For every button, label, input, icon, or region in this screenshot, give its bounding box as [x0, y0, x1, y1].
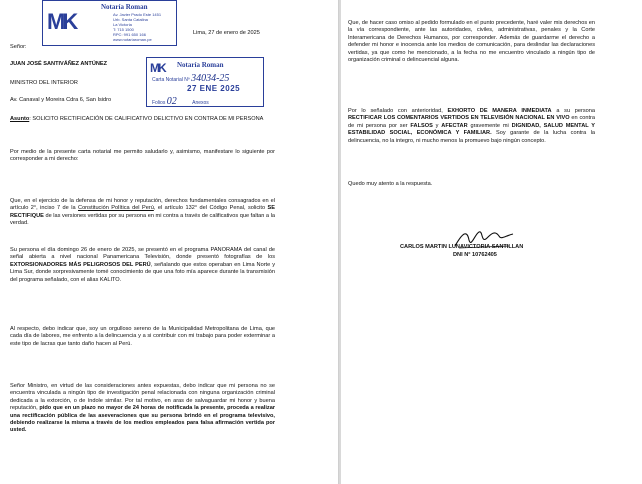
- paragraph-occupation: Al respecto, debo indicar que, soy un orgulloso sereno de la Municipalidad Metropolitana de Lima, que cada día de labores, me enfrento a la delincuencia y a si contribuir con mi trabajo para poder exterminar a este tipo de lacras que tanto daño hacen al Perú.: [10, 326, 275, 347]
- receipt-date: 27 ENE 2025: [187, 84, 241, 93]
- paragraph-rights: Que, en el ejercicio de la defensa de mi honor y reputación, derechos fundamentales consagrados en el artículo 2°, inciso 7 de la Constitución Política del Perú, el artículo 132° del Código Penal, solicito SE RECTIFIQUE de las versiones vertidas por su persona en mi contra a través de calificativos que faltan a la verdad.: [10, 198, 276, 227]
- receipt-stamp: [146, 57, 264, 107]
- letter-date: Lima, 27 de enero de 2025: [193, 30, 260, 36]
- addressee-name: JUAN JOSÉ SANTIVÁÑEZ ANTÚNEZ: [10, 61, 108, 67]
- subject-text: : SOLICITO RECTIFICACIÓN DE CALIFICATIVO DELICTIVO EN CONTRA DE MI PERSONA: [29, 116, 264, 122]
- notary-address-line: Urb. Santa Catalina: [113, 17, 148, 22]
- paragraph-request: Señor Ministro, en virtud de las consideraciones antes expuestas, debo indicar que mi persona no se encuentra vinculada a ningún tipo de investigación penal relacionada con ninguna organización criminal dedicada a la extorción, o de índole similar. Por tal motivo, en aras de salvaguardar mi honor y buena reputación, pido que en un plazo no mayor de 24 horas de notificada la presente, proceda a realizar una rectificación pública de las aseveraciones que su persona brindó en el programa televisivo, debiendo realizarse la misma a través de los medios empleados para falsa afirmación vertida por usted.: [10, 383, 275, 434]
- notary-name: Notaría Roman: [101, 3, 148, 11]
- notary-website: www.notariaroman.pe: [113, 37, 152, 42]
- salutation: Señor:: [10, 44, 27, 50]
- notary-logo: MK: [150, 61, 165, 75]
- notary-logo: MK: [47, 9, 76, 34]
- notary-address-line: Av. Javier Prado Este 1451: [113, 12, 162, 17]
- folios-label: Folios: [152, 100, 166, 106]
- closing-line: Quedo muy atento a la respuesta.: [348, 181, 433, 187]
- paragraph-exhortation: Por lo señalado con anterioridad, EXHORTO DE MANERA INMEDIATA a su persona RECTIFICAR LOS COMENTARIOS VERTIDOS EN TELEVISIÓN NACIONAL EN VIVO en contra de mi persona por ser FALSOS y AFECTAR gravemente mi DIGNIDAD, SALUD MENTAL Y ESTABILIDAD SOCIAL, ECONÓMICA Y FAMILIAR. Soy garante de la lucha contra la delincuencia, no la integro, ni mucho menos la promuevo bajo ningún concepto.: [348, 108, 596, 144]
- notary-name: Notaría Roman: [177, 61, 224, 69]
- subject-line: [10, 116, 272, 123]
- subject-label: Asunto: [10, 116, 30, 122]
- anexos-label: Anexos: [192, 100, 209, 106]
- notary-rpc: RPC: 991 650 166: [113, 32, 146, 37]
- paragraph-facts: Su persona el día domingo 26 de enero de 2025, se presentó en el programa PANORAMA del canal de señal abierta a nivel nacional Panamericana Televisión, donde presentó fotografías de los EXTORSIONADORES MÁS PELIGROSOS DEL PERÚ, señalando que estos operaban en Lima Norte y Lima Sur, donde sorpresivamente tomé conocimiento de que una foto mía aparece durante la transmisión del programa señalado, con el alias KALITO.: [10, 247, 275, 283]
- addressee-address: Av. Canaval y Moreira Cdra 6, San Isidro: [10, 97, 112, 103]
- handwritten-signature: [453, 226, 515, 252]
- carta-number: 34034-25: [191, 73, 230, 84]
- folios-value: 02: [166, 96, 177, 107]
- carta-label: Carta Notarial Nº: [152, 77, 190, 83]
- signer-name: CARLOS MARTIN LUNAVICTORIA SANTILLAN: [400, 244, 524, 250]
- notary-stamp: [42, 0, 177, 46]
- notary-phone: T: 715 1500: [113, 27, 134, 32]
- paragraph-intro: Por medio de la presente carta notarial me permito saludarlo y, asimismo, manifestare lo siguiente por corresponder a mi derecho:: [10, 149, 275, 163]
- constitution-reference: Constitución Política del Perú: [78, 205, 154, 212]
- notary-address-line: La Victoria: [113, 22, 132, 27]
- paragraph-warning: Que, de hacer caso omiso al pedido formulado en el punto precedente, haré valer mis derechos en la vía correspondiente, ante las autoridades, civiles, administrativas, penales y la Corte Interamericana de Derechos Humanos, por corresponder. Además de guardarme el derecho a defender mi honor e inocencia ante los medios de comunicación, para deslindar las declaraciones vertidas, ya que como he mencionado, a la fecha no me encuentro vinculado a ningún tipo de organización criminal o delincuencial alguna.: [348, 20, 595, 64]
- signer-dni: DNI N° 10762405: [453, 252, 497, 258]
- addressee-ministry: MINISTRO DEL INTERIOR: [10, 80, 78, 86]
